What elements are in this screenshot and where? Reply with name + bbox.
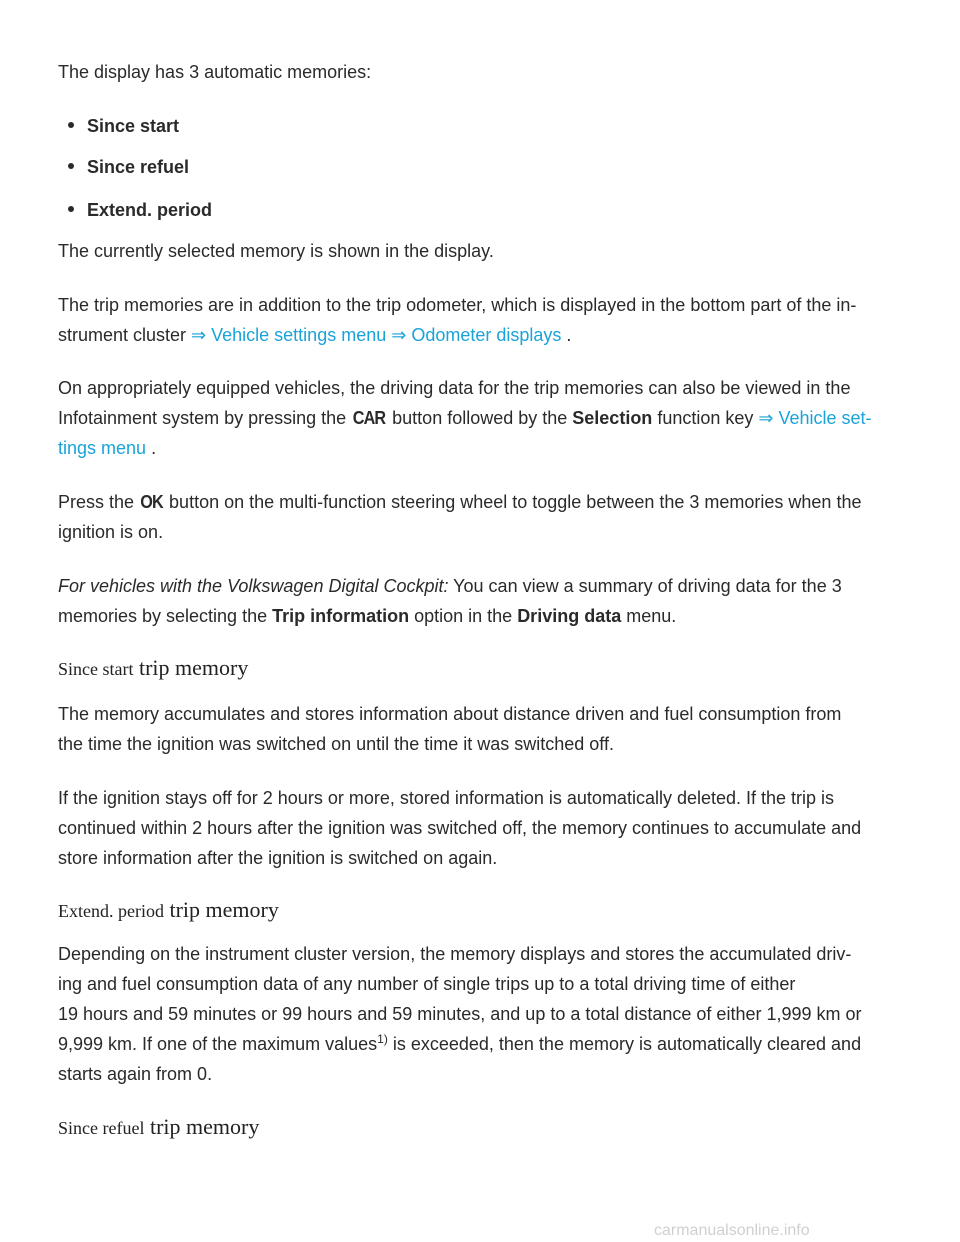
odometer-displays-link[interactable]: ⇒ Odometer displays: [391, 325, 562, 345]
bullet-icon: [68, 163, 74, 169]
digital-cockpit-paragraph: For vehicles with the Volkswagen Digital Cockpit: You can view a summary of driving data for the 3 memories by selecting the Trip information option in the Driving data menu.: [58, 576, 842, 626]
bullet-icon: [68, 206, 74, 212]
list-item: Since refuel: [68, 152, 189, 182]
since-refuel-heading: Since refuel trip memory: [58, 1114, 260, 1139]
vehicle-settings-link[interactable]: ⇒ Vehicle set-: [758, 408, 872, 428]
trip-odometer-paragraph: The trip memories are in addition to the trip odometer, which is displayed in the bottom part of the in- strument cluster ⇒ Vehicle settings menu ⇒ Odometer displays .: [58, 295, 857, 345]
ok-button-paragraph: Press the OK button on the multi-function steering wheel to toggle between the 3 memories when the ignition is on.: [58, 487, 908, 547]
footnote-marker[interactable]: 1): [377, 1032, 388, 1046]
ok-button-icon: OK: [140, 492, 163, 512]
car-button-icon: CAR: [352, 408, 386, 428]
list-item: Extend. period: [68, 195, 212, 225]
extend-period-heading: Extend. period trip memory: [58, 897, 279, 922]
bullet-icon: [68, 122, 74, 128]
vehicle-settings-link-cont[interactable]: tings menu: [58, 438, 147, 458]
selected-memory-text: The currently selected memory is shown in the display.: [58, 241, 494, 261]
watermark: carmanualsonline.info: [654, 1222, 810, 1239]
since-start-heading: Since start trip memory: [58, 655, 249, 680]
infotainment-paragraph: On appropriately equipped vehicles, the driving data for the trip memories can also be viewed in the Infotainment system by pressing the CAR button followed by the Selection function key ⇒ Vehicle set- tings menu .: [58, 378, 872, 458]
intro-text: The display has 3 automatic memories:: [58, 62, 372, 82]
since-start-paragraph-2: If the ignition stays off for 2 hours or more, stored information is automatically deleted. If the trip is continued within 2 hours after the ignition was switched off, the memory continues to accumulate and store information after the ignition is switched on again.: [58, 788, 862, 868]
extend-period-paragraph: Depending on the instrument cluster version, the memory displays and stores the accumulated driv- ing and fuel consumption data of any number of single trips up to a total driving time of either 19 hours and 59 minutes or 99 hours and 59 minutes, and up to a total distance of either 1,999 km or 9,999 km. If one of the maximum values$^{1)}$ is exceeded, then the memory is automatically cleared and starts again from 0.: [58, 944, 862, 1084]
since-start-paragraph-1: The memory accumulates and stores information about distance driven and fuel consumption from the time the ignition was switched on until the time it was switched off.: [58, 704, 842, 754]
vehicle-settings-link[interactable]: ⇒ Vehicle settings menu: [191, 325, 387, 345]
list-item: Since start: [68, 111, 179, 141]
